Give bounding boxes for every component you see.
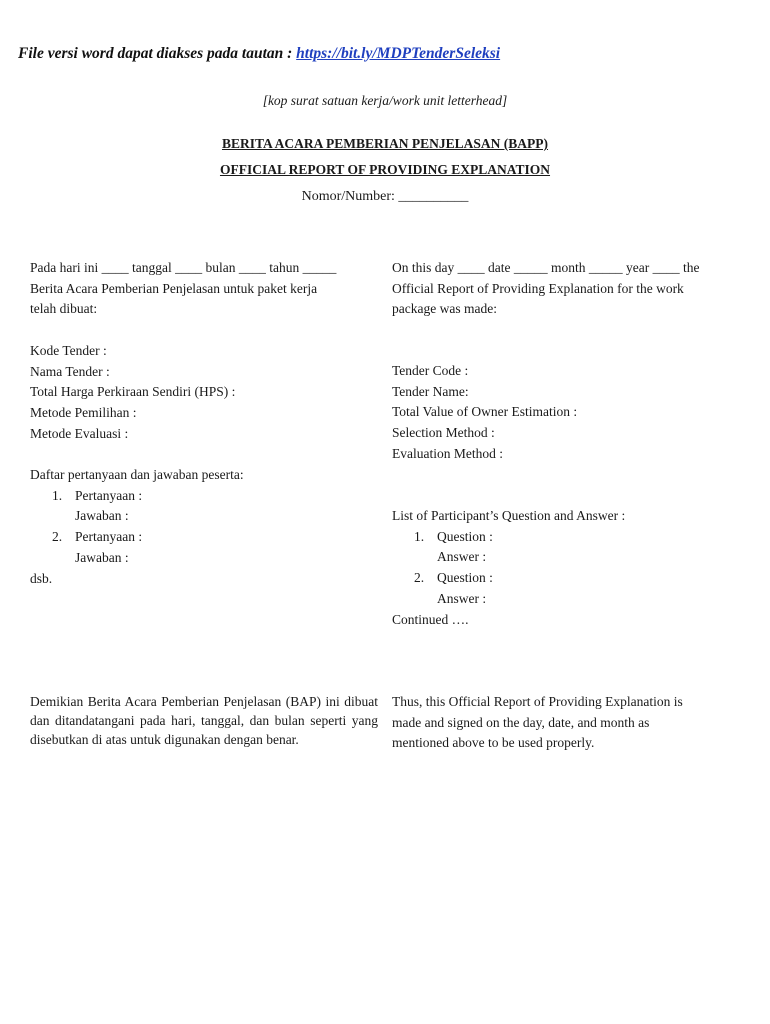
tender-fields-en bbox=[392, 361, 737, 465]
document-title-id: BERITA ACARA PEMBERIAN PENJELASAN (BAPP) bbox=[221, 136, 549, 151]
qa-question-label: Pertanyaan : bbox=[75, 529, 143, 545]
intro-paragraph-id bbox=[30, 258, 378, 320]
qa-question-id-2 bbox=[30, 527, 378, 548]
intro-line-en-1: On this day ____ date _____ month _____ year ____ the bbox=[392, 260, 700, 275]
notice-text: File versi word dapat diakses pada tautan : bbox=[18, 45, 297, 62]
intro-line-id-1: Pada hari ini ____ tanggal ____ bulan ____ tahun _____ bbox=[30, 260, 337, 275]
closing-paragraph-id: Demikian Berita Acara Pemberian Penjelasan (BAP) ini dibuat dan ditandatangani pada hari, tanggal, dan bulan seperti yang disebutkan di atas untuk digunakan dengan benar. bbox=[30, 694, 378, 747]
qa-question-en-1 bbox=[392, 527, 737, 548]
qa-etc-en: Continued …. bbox=[392, 611, 469, 627]
intro-paragraph-en bbox=[392, 258, 737, 320]
qa-answer-id-2: Jawaban : bbox=[75, 549, 129, 565]
qa-question-id-1 bbox=[30, 486, 378, 507]
qa-number: 2. bbox=[52, 529, 63, 545]
field-evaluation-method-en: Evaluation Method : bbox=[392, 445, 503, 461]
field-evaluation-method-id: Metode Evaluasi : bbox=[30, 425, 129, 441]
field-selection-method-id: Metode Pemilihan : bbox=[30, 405, 137, 421]
qa-number: 2. bbox=[414, 570, 425, 586]
word-version-notice bbox=[18, 45, 500, 63]
intro-line-id-3: telah dibuat: bbox=[30, 301, 98, 317]
qa-question-label: Question : bbox=[437, 528, 493, 544]
qa-etc-id: dsb. bbox=[30, 570, 53, 586]
field-tender-name-en: Tender Name: bbox=[392, 383, 469, 399]
letterhead-placeholder: [kop surat satuan kerja/work unit letterhead] bbox=[262, 93, 508, 108]
field-selection-method-en: Selection Method : bbox=[392, 425, 495, 441]
tender-fields-id bbox=[30, 341, 378, 445]
qa-question-en-2 bbox=[392, 568, 737, 589]
field-tender-name-id: Nama Tender : bbox=[30, 363, 110, 379]
qa-list-id bbox=[30, 465, 378, 589]
qa-list-en bbox=[392, 506, 737, 630]
intro-line-en-2: Official Report of Providing Explanation for the work bbox=[392, 280, 684, 296]
intro-line-id-2: Berita Acara Pemberian Penjelasan untuk paket kerja bbox=[30, 280, 318, 296]
closing-paragraph-en bbox=[392, 692, 737, 754]
field-hps-id: Total Harga Perkiraan Sendiri (HPS) : bbox=[30, 384, 236, 400]
field-owner-estimation-en: Total Value of Owner Estimation : bbox=[392, 404, 578, 420]
closing-line-en-2: made and signed on the day, date, and month as bbox=[392, 714, 650, 730]
qa-answer-en-2: Answer : bbox=[437, 590, 487, 606]
qa-number: 1. bbox=[52, 487, 63, 503]
closing-line-en-1: Thus, this Official Report of Providing Explanation is bbox=[392, 694, 683, 709]
qa-question-label: Question : bbox=[437, 570, 493, 586]
download-link[interactable]: https://bit.ly/MDPTenderSeleksi bbox=[296, 45, 501, 62]
qa-number: 1. bbox=[414, 528, 425, 544]
closing-line-en-3: mentioned above to be used properly. bbox=[392, 735, 595, 751]
qa-question-label: Pertanyaan : bbox=[75, 487, 143, 503]
intro-line-en-3: package was made: bbox=[392, 301, 497, 317]
qa-answer-en-1: Answer : bbox=[437, 549, 487, 565]
field-tender-code-en: Tender Code : bbox=[392, 363, 469, 378]
qa-heading-en: List of Participant’s Question and Answer : bbox=[392, 508, 626, 523]
document-number: Nomor/Number: __________ bbox=[301, 189, 469, 204]
qa-answer-id-1: Jawaban : bbox=[75, 508, 129, 524]
field-tender-code-id: Kode Tender : bbox=[30, 343, 107, 358]
document-title-en: OFFICIAL REPORT OF PROVIDING EXPLANATION bbox=[219, 162, 551, 177]
qa-heading-id: Daftar pertanyaan dan jawaban peserta: bbox=[30, 467, 244, 482]
